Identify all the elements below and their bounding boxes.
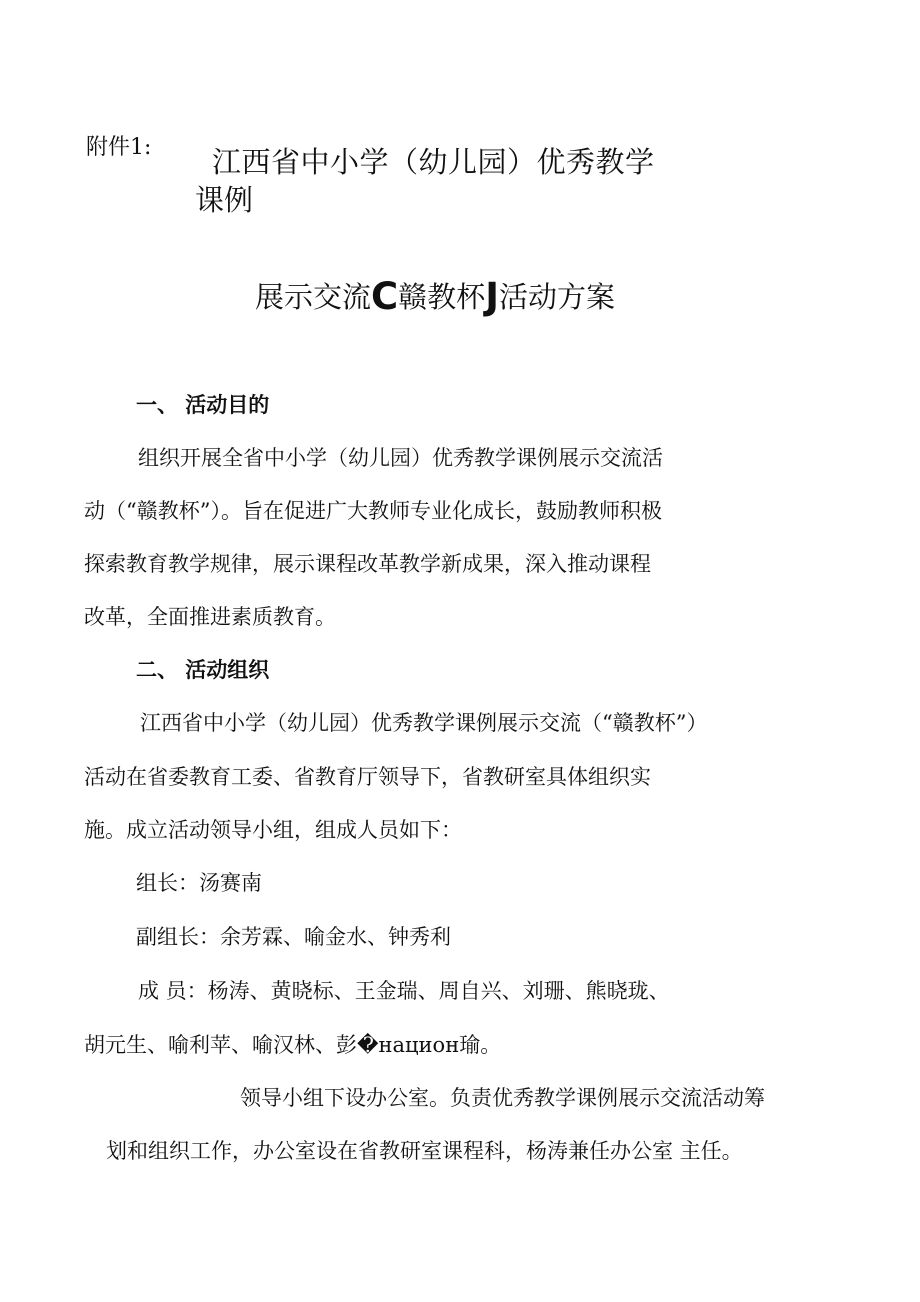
title-line-3-part-a: 展示交流 — [255, 280, 372, 314]
section-2-line-3: 施。成立活动领导小组，组成人员如下： — [84, 818, 462, 842]
section-1-line-1: 组织开展全省中小学（幼儿园）优秀教学课例展示交流活 — [138, 446, 663, 470]
title-line-3 — [255, 275, 615, 318]
title-line-2: 课例 — [195, 183, 254, 217]
members-line-1: 成 员：杨涛、黄晓标、王金瑞、周自兴、刘珊、熊晓珑、 — [138, 979, 670, 1003]
office-line-1: 领导小组下设办公室。负责优秀教学课例展示交流活动筹 — [240, 1086, 765, 1110]
title-line-1: 江西省中小学（幼儿园）优秀教学 — [212, 145, 655, 179]
section-1-line-3: 探索教育教学规律，展示课程改革教学新成果，深入推动课程 — [84, 552, 651, 576]
section-2-line-1: 江西省中小学（幼儿园）优秀教学课例展示交流（“赣教杯”） — [140, 711, 708, 735]
title-line-3-part-c: 赣教杯 — [398, 280, 486, 314]
section-1-line-4: 改革，全面推进素质教育。 — [84, 605, 336, 629]
leader-line: 组长：汤赛南 — [136, 871, 262, 895]
attachment-label: 附件1: — [86, 135, 152, 160]
members-line-2: 胡元生、喻利苹、喻汉林、彭�национ瑜。 — [84, 1033, 502, 1057]
title-line-3-part-b: C — [371, 275, 399, 318]
deputy-leader-line: 副组长：余芳霖、喻金水、钟秀利 — [136, 925, 451, 949]
section-2-line-2: 活动在省委教育工委、省教育厅领导下，省教研室具体组织实 — [84, 765, 651, 789]
title-line-3-part-d: J — [485, 275, 499, 318]
section-1-line-2: 动（“赣教杯”）。旨在促进广大教师专业化成长，鼓励教师积极 — [84, 499, 662, 523]
section-1-heading: 一、 活动目的 — [136, 393, 270, 417]
office-line-2: 划和组织工作，办公室设在省教研室课程科，杨涛兼任办公室 主任。 — [106, 1139, 743, 1163]
title-line-3-part-e: 活动方案 — [498, 280, 615, 314]
section-2-heading: 二、 活动组织 — [136, 658, 270, 682]
